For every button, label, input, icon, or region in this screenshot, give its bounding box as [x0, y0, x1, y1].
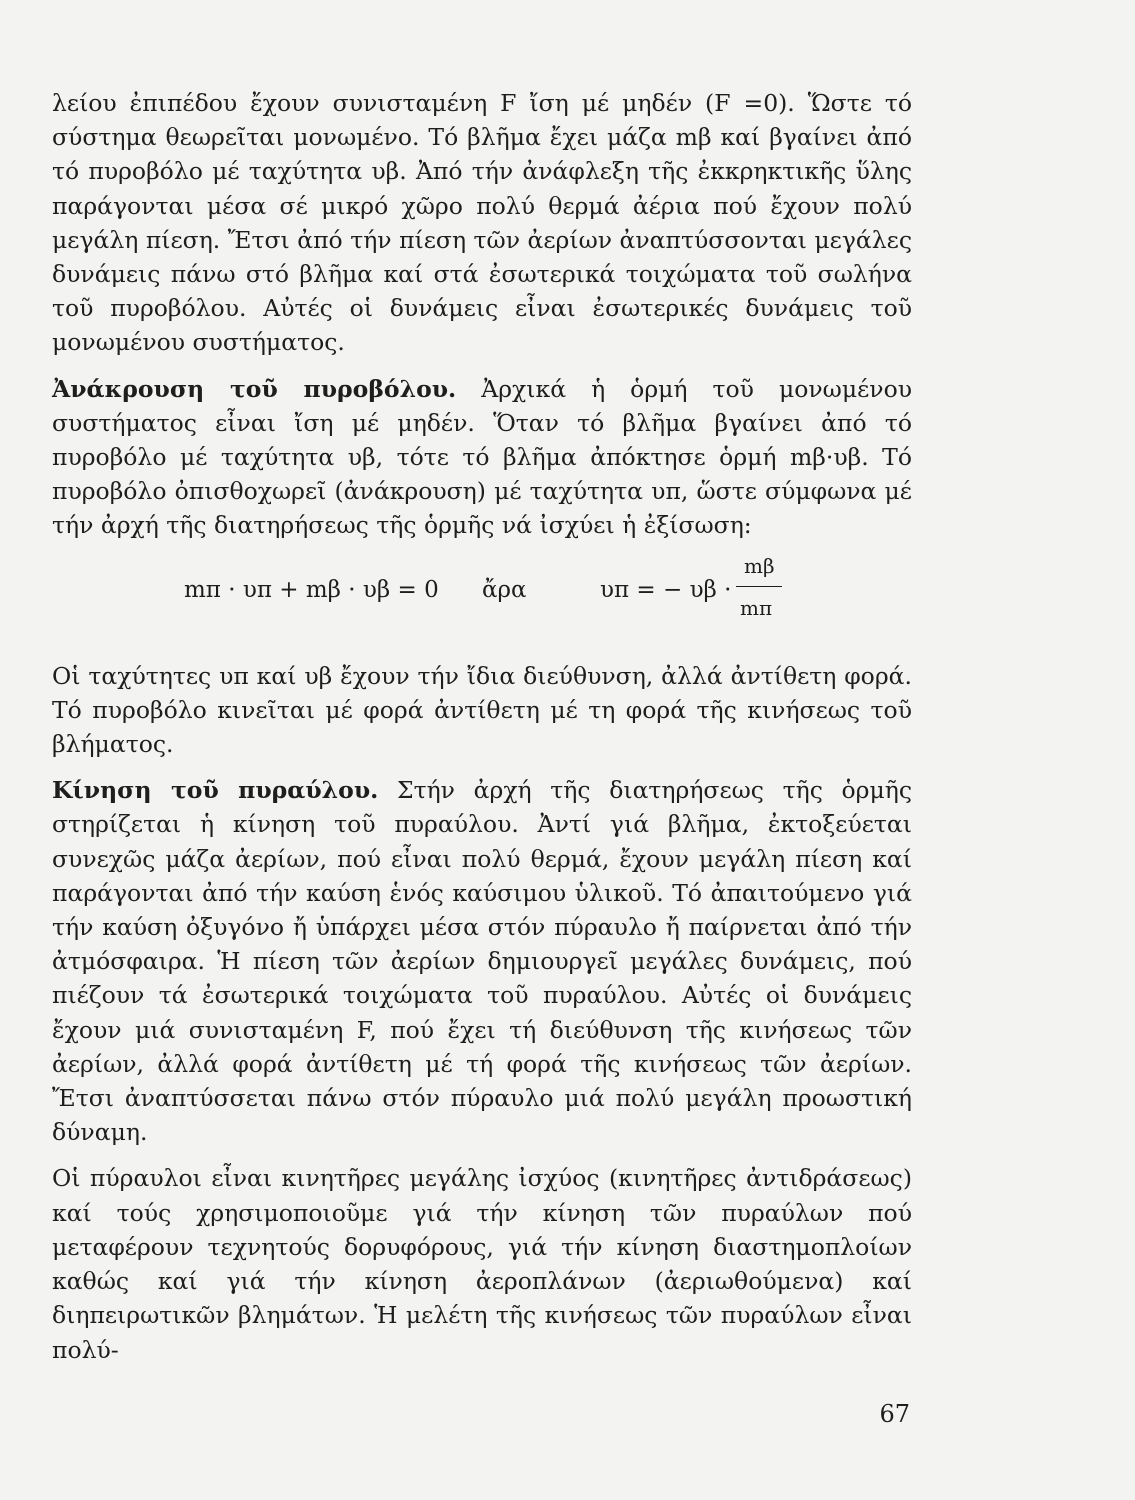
- paragraph-rocket: [52, 773, 912, 1149]
- paragraph-rocket-text: Στήν ἀρχή τῆς διατηρήσεως τῆς ὁρμῆς στηρίζεται ἡ κίνηση τοῦ πυραύλου. Ἀντί γιά βλῆμα, ἐκτοξεύεται συνεχῶς μάζα ἀερίων, πού εἶναι πολύ θερμά, ἔχουν μεγάλη πίεση καί παράγονται ἀπό τήν καύση ἑνός καύσιμου ὑλικοῦ. Τό ἀπαιτούμενο γιά τήν καύση ὀξυγόνο ἤ ὑπάρχει μέσα στόν πύραυλο ἤ παίρνεται ἀπό τήν ἀτμόσφαιρα. Ἡ πίεση τῶν ἀερίων δημιουργεῖ μεγάλες δυνάμεις, πού πιέζουν τά ἐσωτερικά τοιχώματα τοῦ πυραύλου. Αὐτές οἱ δυνάμεις ἔχουν μιά συνισταμένη F, πού ἔχει τή διεύθυνση τῆς κινήσεως τῶν ἀερίων, ἀλλά φορά ἀντίθετη μέ τή φορά τῆς κινήσεως τῶν ἀερίων. Ἔτσι ἀναπτύσσεται πάνω στόν πύραυλο μιά πολύ μεγάλη προωστική δύναμη.: [52, 776, 912, 1147]
- page-number: 67: [879, 1400, 910, 1428]
- equation-numerator: mβ: [744, 553, 775, 578]
- equation-left: mπ · υπ + mβ · υβ = 0: [184, 576, 439, 603]
- fraction-bar: [736, 586, 782, 588]
- section-heading-recoil: Ἀνάκρουση τοῦ πυροβόλου.: [52, 374, 457, 403]
- momentum-equation: [52, 555, 912, 635]
- equation-ara: ἄρα: [482, 576, 527, 603]
- page-body: [52, 86, 912, 1367]
- paragraph-recoil-text: Ἀρχικά ἡ ὁρμή τοῦ μονωμένου συστήματος εἶναι ἴση μέ μηδέν. Ὅταν τό βλῆμα βγαίνει ἀπό τό πυροβόλο μέ ταχύτητα υβ, τότε τό βλῆμα ἀπόκτησε ὁρμή mβ·υβ. Τό πυροβόλο ὀπισθοχωρεῖ (ἀνάκρουση) μέ ταχύτητα υπ, ὥστε σύμφωνα μέ τήν ἀρχή τῆς διατηρήσεως τῆς ὁρμῆς νά ἰσχύει ἡ ἐξίσωση:: [52, 374, 912, 540]
- paragraph-rockets-uses: Οἱ πύραυλοι εἶναι κινητῆρες μεγάλης ἰσχύος (κινητῆρες ἀντιδράσεως) καί τούς χρησιμοποιοῦμε γιά τήν κίνηση τῶν πυραύλων πού μεταφέρουν τεχνητούς δορυφόρους, γιά τήν κίνηση διαστημοπλοίων καθώς καί γιά τήν κίνηση ἀεροπλάνων (ἀεριωθούμενα) καί διηπειρωτικῶν βλημάτων. Ἡ μελέτη τῆς κινήσεως τῶν πυραύλων εἶναι πολύ-: [52, 1164, 912, 1364]
- paragraph-recoil: [52, 372, 912, 543]
- section-heading-rocket: Κίνηση τοῦ πυραύλου.: [52, 776, 379, 805]
- paragraph-isolated-system: λείου ἐπιπέδου ἔχουν συνισταμένη F ἴση μέ μηδέν (F =0). Ὥστε τό σύστημα θεωρεῖται μονωμένο. Τό βλῆμα ἔχει μάζα mβ καί βγαίνει ἀπό τό πυροβόλο μέ ταχύτητα υβ. Ἀπό τήν ἀνάφλεξη τῆς ἐκκρηκτικῆς ὕλης παράγονται μέσα σέ μικρό χῶρο πολύ θερμά ἀέρια πού ἔχουν πολύ μεγάλη πίεση. Ἔτσι ἀπό τήν πίεση τῶν ἀερίων ἀναπτύσσονται μεγάλες δυνάμεις πάνω στό βλῆμα καί στά ἐσωτερικά τοιχώματα τοῦ σωλήνα τοῦ πυροβόλου. Αὐτές οἱ δυνάμεις εἶναι ἐσωτερικές δυνάμεις τοῦ μονωμένου συστήματος.: [52, 89, 912, 357]
- equation-denominator: mπ: [740, 595, 773, 620]
- paragraph-velocities: Οἱ ταχύτητες υπ καί υβ ἔχουν τήν ἴδια διεύθυνση, ἀλλά ἀντίθετη φορά. Τό πυροβόλο κινεῖται μέ φορά ἀντίθετη μέ τη φορά τῆς κινήσεως τοῦ βλήματος.: [52, 661, 912, 759]
- equation-right: υπ = − υβ ·: [600, 576, 732, 603]
